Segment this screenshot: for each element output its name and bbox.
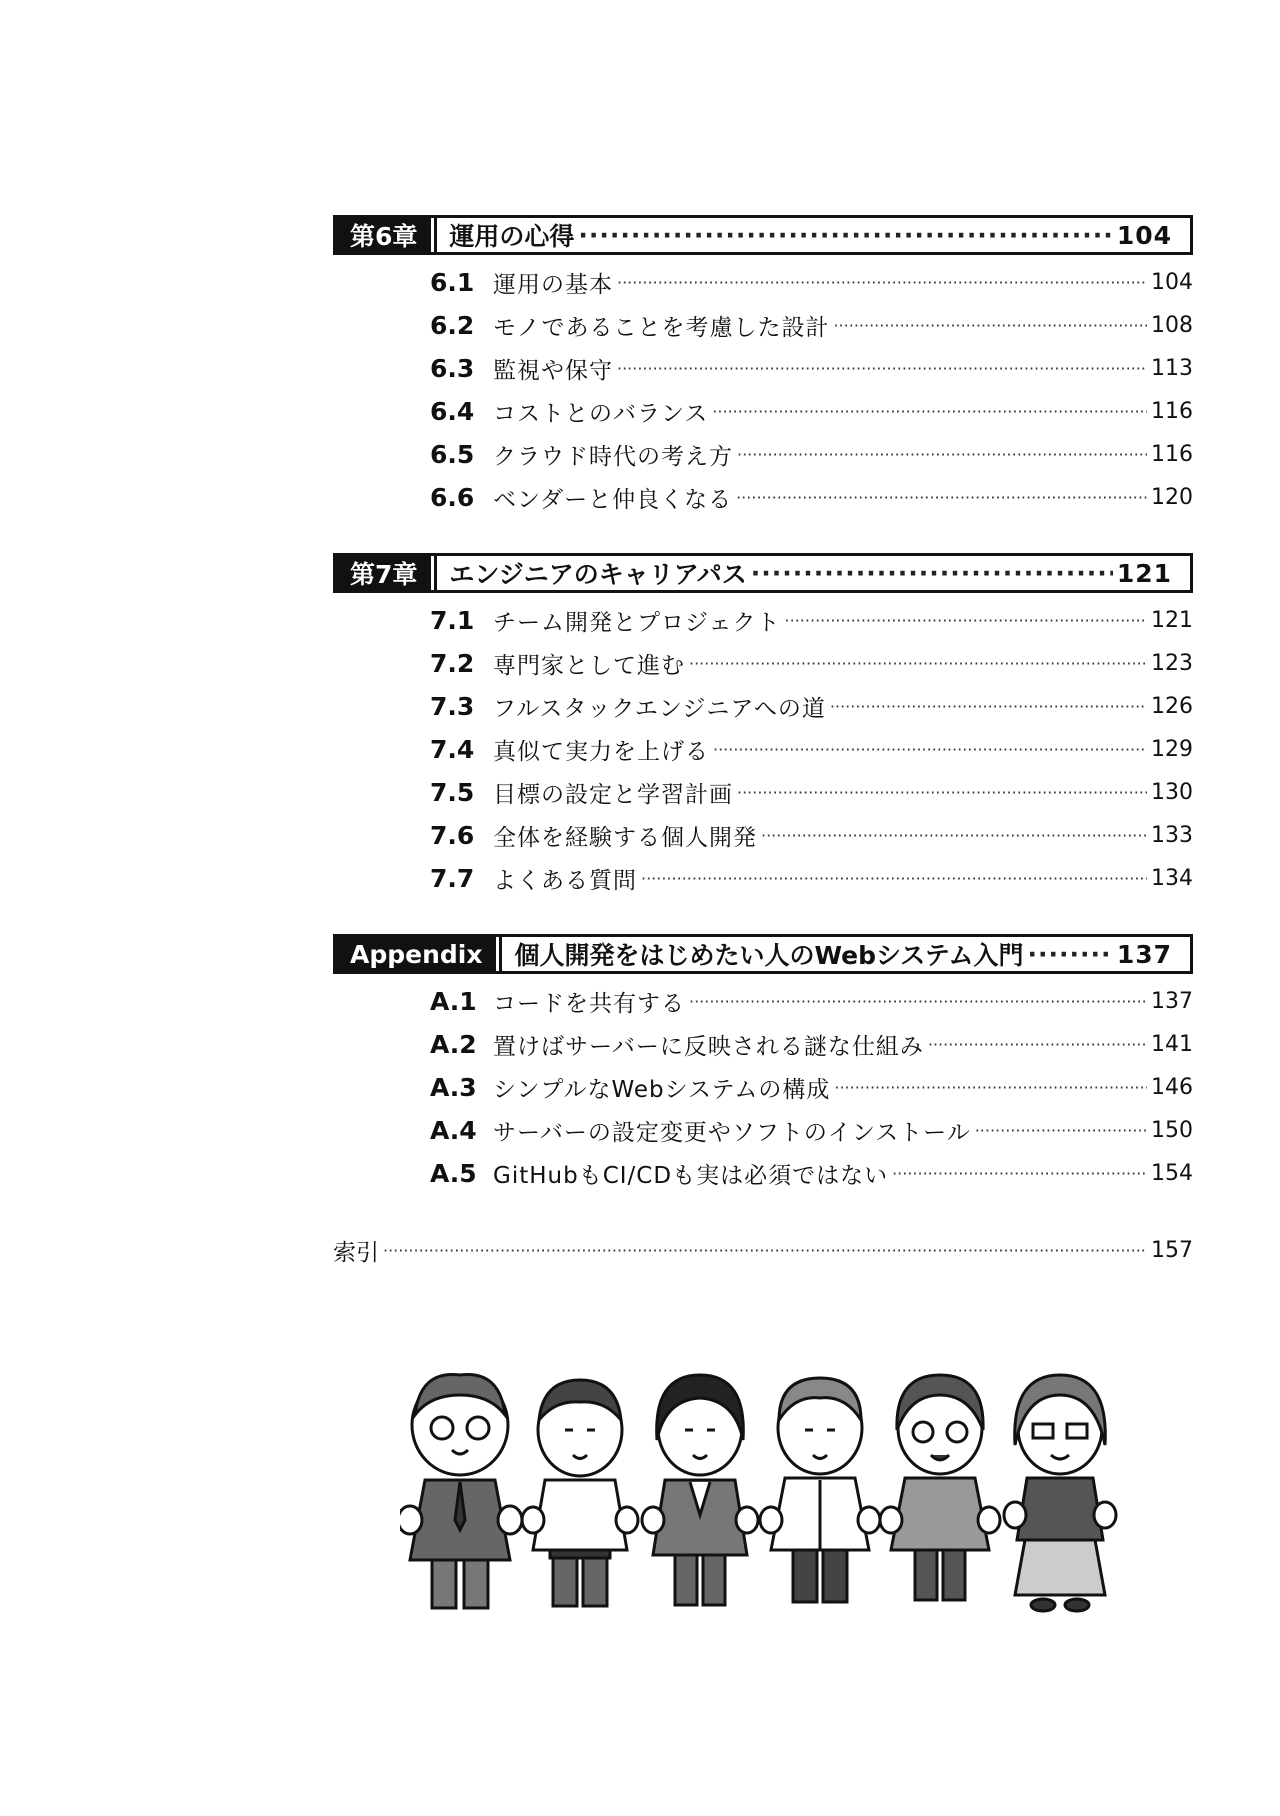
index-page-number: 157 — [1151, 1238, 1193, 1263]
chapter-page-number: 121 — [1116, 558, 1172, 588]
character-open-shirt — [760, 1378, 880, 1602]
toc-entry[interactable] — [333, 304, 1193, 347]
chapter-page-number: 104 — [1116, 220, 1172, 250]
section-number: 7.3 — [430, 692, 475, 721]
dot-leader — [1028, 940, 1113, 969]
section-number: A.2 — [430, 1030, 477, 1059]
dot-leader — [737, 783, 1147, 802]
toc-entry[interactable] — [333, 1152, 1193, 1195]
section-title: モノであることを考慮した設計 — [493, 315, 830, 341]
section-title: サーバーの設定変更やソフトのインストール — [493, 1120, 971, 1146]
dot-leader — [736, 488, 1147, 507]
toc-entry[interactable] — [333, 857, 1193, 900]
page-number: 116 — [1151, 399, 1193, 424]
chapter-title-row — [434, 556, 1190, 590]
section-number: 7.7 — [430, 864, 475, 893]
dot-leader — [830, 697, 1147, 716]
page-number: 129 — [1151, 737, 1193, 762]
section-title: クラウド時代の考え方 — [493, 444, 733, 470]
section-number: 7.2 — [430, 649, 475, 678]
toc-entry[interactable] — [333, 685, 1193, 728]
page-number: 108 — [1151, 313, 1193, 338]
section-number: A.3 — [430, 1073, 477, 1102]
section-title: シンプルなWebシステムの構成 — [493, 1077, 831, 1103]
characters-illustration — [400, 1370, 1140, 1620]
section-number: 7.4 — [430, 735, 475, 764]
toc-entry[interactable] — [333, 642, 1193, 685]
page-number: 116 — [1151, 442, 1193, 467]
dot-leader — [833, 316, 1147, 335]
dot-leader — [751, 559, 1113, 588]
section-title: 置けばサーバーに反映される謎な仕組み — [493, 1034, 924, 1060]
page-number: 123 — [1151, 651, 1193, 676]
section-number: 7.5 — [430, 778, 475, 807]
section-number: 6.1 — [430, 268, 475, 297]
section-title: ベンダーと仲良くなる — [493, 487, 733, 513]
character-skirt-glasses — [1004, 1375, 1116, 1611]
character-suit-woman — [642, 1375, 758, 1605]
index-label: 索引 — [333, 1240, 379, 1266]
dot-leader — [617, 359, 1147, 378]
section-title: コストとのバランス — [493, 401, 709, 427]
dot-leader — [928, 1035, 1147, 1054]
chapter-title: 運用の心得 — [449, 222, 575, 251]
chapter-group — [333, 934, 1193, 1195]
section-number: A.5 — [430, 1159, 477, 1188]
section-title: 目標の設定と学習計画 — [493, 782, 733, 808]
section-number: 7.1 — [430, 606, 475, 635]
dot-leader — [834, 1078, 1147, 1097]
toc-entry[interactable] — [333, 728, 1193, 771]
page-number: 121 — [1151, 608, 1193, 633]
page-number: 120 — [1151, 485, 1193, 510]
chapter-title-row — [434, 218, 1190, 252]
chapter-heading[interactable] — [333, 215, 1193, 255]
toc-entry[interactable] — [333, 347, 1193, 390]
page-number: 113 — [1151, 356, 1193, 381]
dot-leader — [689, 654, 1147, 673]
page-number: 150 — [1151, 1118, 1193, 1143]
toc-entry[interactable] — [333, 390, 1193, 433]
page-number: 137 — [1151, 989, 1193, 1014]
page-number: 154 — [1151, 1161, 1193, 1186]
section-title: フルスタックエンジニアへの道 — [493, 696, 826, 722]
chapter-title: エンジニアのキャリアパス — [449, 560, 747, 589]
toc-entry[interactable] — [333, 771, 1193, 814]
toc-entry[interactable] — [333, 1109, 1193, 1152]
page-number: 134 — [1151, 866, 1193, 891]
section-number: 6.5 — [430, 440, 475, 469]
chapter-heading[interactable] — [333, 934, 1193, 974]
dot-leader — [892, 1164, 1147, 1183]
page-number: 104 — [1151, 270, 1193, 295]
toc-entry[interactable] — [333, 599, 1193, 642]
dot-leader — [785, 611, 1147, 630]
chapter-label: Appendix — [336, 937, 496, 971]
page-number: 126 — [1151, 694, 1193, 719]
index-entry[interactable] — [333, 1229, 1193, 1272]
dot-leader — [737, 445, 1147, 464]
section-number: A.1 — [430, 987, 477, 1016]
dot-leader — [761, 826, 1147, 845]
toc-entry[interactable] — [333, 1023, 1193, 1066]
chapter-page-number: 137 — [1116, 939, 1172, 969]
section-title: GitHubもCI/CDも実は必須ではない — [493, 1163, 889, 1189]
dot-leader — [689, 992, 1147, 1011]
toc-entry[interactable] — [333, 980, 1193, 1023]
dot-leader — [578, 221, 1112, 250]
section-title: 真似て実力を上げる — [493, 739, 709, 765]
page-number: 146 — [1151, 1075, 1193, 1100]
section-title: 専門家として進む — [493, 653, 685, 679]
chapter-group — [333, 215, 1193, 519]
chapter-title-row — [499, 937, 1190, 971]
chapter-label: 第6章 — [336, 218, 431, 252]
toc-entry[interactable] — [333, 261, 1193, 304]
toc-entry[interactable] — [333, 1066, 1193, 1109]
character-suit-glasses — [400, 1375, 522, 1609]
section-number: 7.6 — [430, 821, 475, 850]
section-title: コードを共有する — [493, 991, 685, 1017]
page-number: 130 — [1151, 780, 1193, 805]
section-number: 6.4 — [430, 397, 475, 426]
chapter-group — [333, 553, 1193, 900]
section-title: 全体を経験する個人開発 — [493, 825, 757, 851]
dot-leader — [617, 273, 1147, 292]
section-number: 6.3 — [430, 354, 475, 383]
section-number: 6.2 — [430, 311, 475, 340]
toc-entry[interactable] — [333, 814, 1193, 857]
table-of-contents — [333, 215, 1193, 1272]
section-title: 監視や保守 — [493, 358, 613, 384]
chapter-heading[interactable] — [333, 553, 1193, 593]
page-number: 141 — [1151, 1032, 1193, 1057]
dot-leader — [712, 402, 1147, 421]
toc-entry[interactable] — [333, 476, 1193, 519]
chapter-label: 第7章 — [336, 556, 431, 590]
character-cardigan-glasses — [880, 1375, 1000, 1600]
toc-entry[interactable] — [333, 433, 1193, 476]
section-title: チーム開発とプロジェクト — [493, 610, 781, 636]
section-number: A.4 — [430, 1116, 477, 1145]
dot-leader — [713, 740, 1147, 759]
section-number: 6.6 — [430, 483, 475, 512]
section-title: よくある質問 — [493, 868, 637, 894]
dot-leader — [975, 1121, 1147, 1140]
dot-leader — [641, 869, 1147, 888]
character-casual-shirt — [522, 1380, 638, 1606]
page-number: 133 — [1151, 823, 1193, 848]
chapter-title: 個人開発をはじめたい人のWebシステム入門 — [514, 941, 1024, 970]
section-title: 運用の基本 — [493, 272, 613, 298]
dot-leader — [383, 1241, 1147, 1260]
